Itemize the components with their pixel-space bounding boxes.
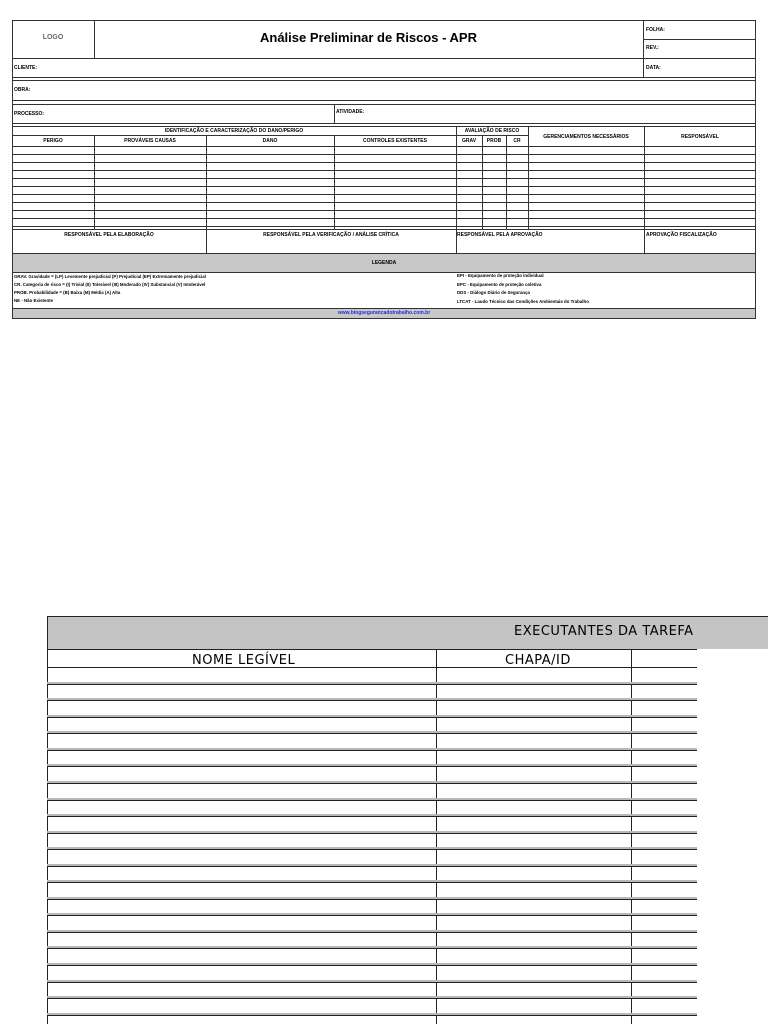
legend-dds: DDS - Diálogo Diário de Segurança xyxy=(457,290,530,295)
sig-verificacao: RESPONSÁVEL PELA VERIFICAÇÃO / ANÁLISE CRÍTICA xyxy=(263,232,399,238)
col-chapa-id: CHAPA/ID xyxy=(505,653,571,668)
legend-epc: EPC - Equipamento de proteção coletiva xyxy=(457,282,542,287)
atividade-field[interactable]: ATIVIDADE: xyxy=(336,109,365,115)
col-dano: DANO xyxy=(262,138,278,144)
folha-label: FOLHA: xyxy=(646,27,665,33)
apr-form xyxy=(12,20,756,319)
sig-fiscalizacao: APROVAÇÃO FISCALIZAÇÃO xyxy=(646,232,717,238)
legend-ltcat: LTCAT - Laudo Técnico das Condições Ambientais do Trabalho xyxy=(457,299,589,304)
col-grav: GRAV xyxy=(461,138,477,144)
logo-placeholder: LOGO xyxy=(42,34,64,41)
obra-field[interactable]: OBRA: xyxy=(14,87,31,93)
legend-prob: PROB. Probabilidade = (B) Baixa (M) Média (A) Alta xyxy=(14,290,121,295)
legend-grav: GRAV. Gravidade = (LP) Levemente prejudicial (P) Prejudicial (EP) Extremamente prejudicial xyxy=(14,274,206,279)
col-perigo: PERIGO xyxy=(43,138,63,144)
group-identificacao: IDENTIFICAÇÃO E CARACTERIZAÇÃO DO DANO/PERIGO xyxy=(164,128,304,134)
gerenciamentos-header: GERENCIAMENTOS NECESSÁRIOS xyxy=(543,134,629,140)
group-avaliacao: AVALIAÇÃO DE RISCO xyxy=(464,128,520,134)
col-prob: PROB xyxy=(486,138,502,144)
legend-ne: NE - Não Existente xyxy=(14,298,54,303)
col-causas: PROVÁVEIS CAUSAS xyxy=(124,138,176,144)
legend-cr: CR. Categoria de risco = (I) Trivial (II) Tolerável (III) Moderado (IV) Substancial (V) Intolerável xyxy=(14,282,206,287)
footer-url[interactable]: www.blogsegurancadotrabalho.com.br xyxy=(337,310,431,316)
col-nome-legivel: NOME LEGÍVEL xyxy=(192,653,296,668)
col-controles: CONTROLES EXISTENTES xyxy=(363,138,427,144)
col-cr: CR xyxy=(513,138,521,144)
page-title: Análise Preliminar de Riscos - APR xyxy=(260,30,477,45)
responsavel-header: RESPONSÁVEL xyxy=(681,134,719,140)
sig-aprovacao: RESPONSÁVEL PELA APROVAÇÃO xyxy=(457,232,543,238)
data-field[interactable]: DATA: xyxy=(646,65,661,71)
executantes-title: EXECUTANTES DA TAREFA xyxy=(514,624,694,639)
sig-elaboracao: RESPONSÁVEL PELA ELABORAÇÃO xyxy=(64,232,154,238)
rev-label: REV.: xyxy=(646,45,659,51)
executantes-table xyxy=(47,616,768,1024)
cliente-field[interactable]: CLIENTE: xyxy=(14,65,38,71)
legend-epi: EPI - Equipamento de proteção individual xyxy=(457,273,544,278)
processo-field[interactable]: PROCESSO: xyxy=(14,111,45,117)
legend-title: LEGENDA xyxy=(371,260,397,266)
